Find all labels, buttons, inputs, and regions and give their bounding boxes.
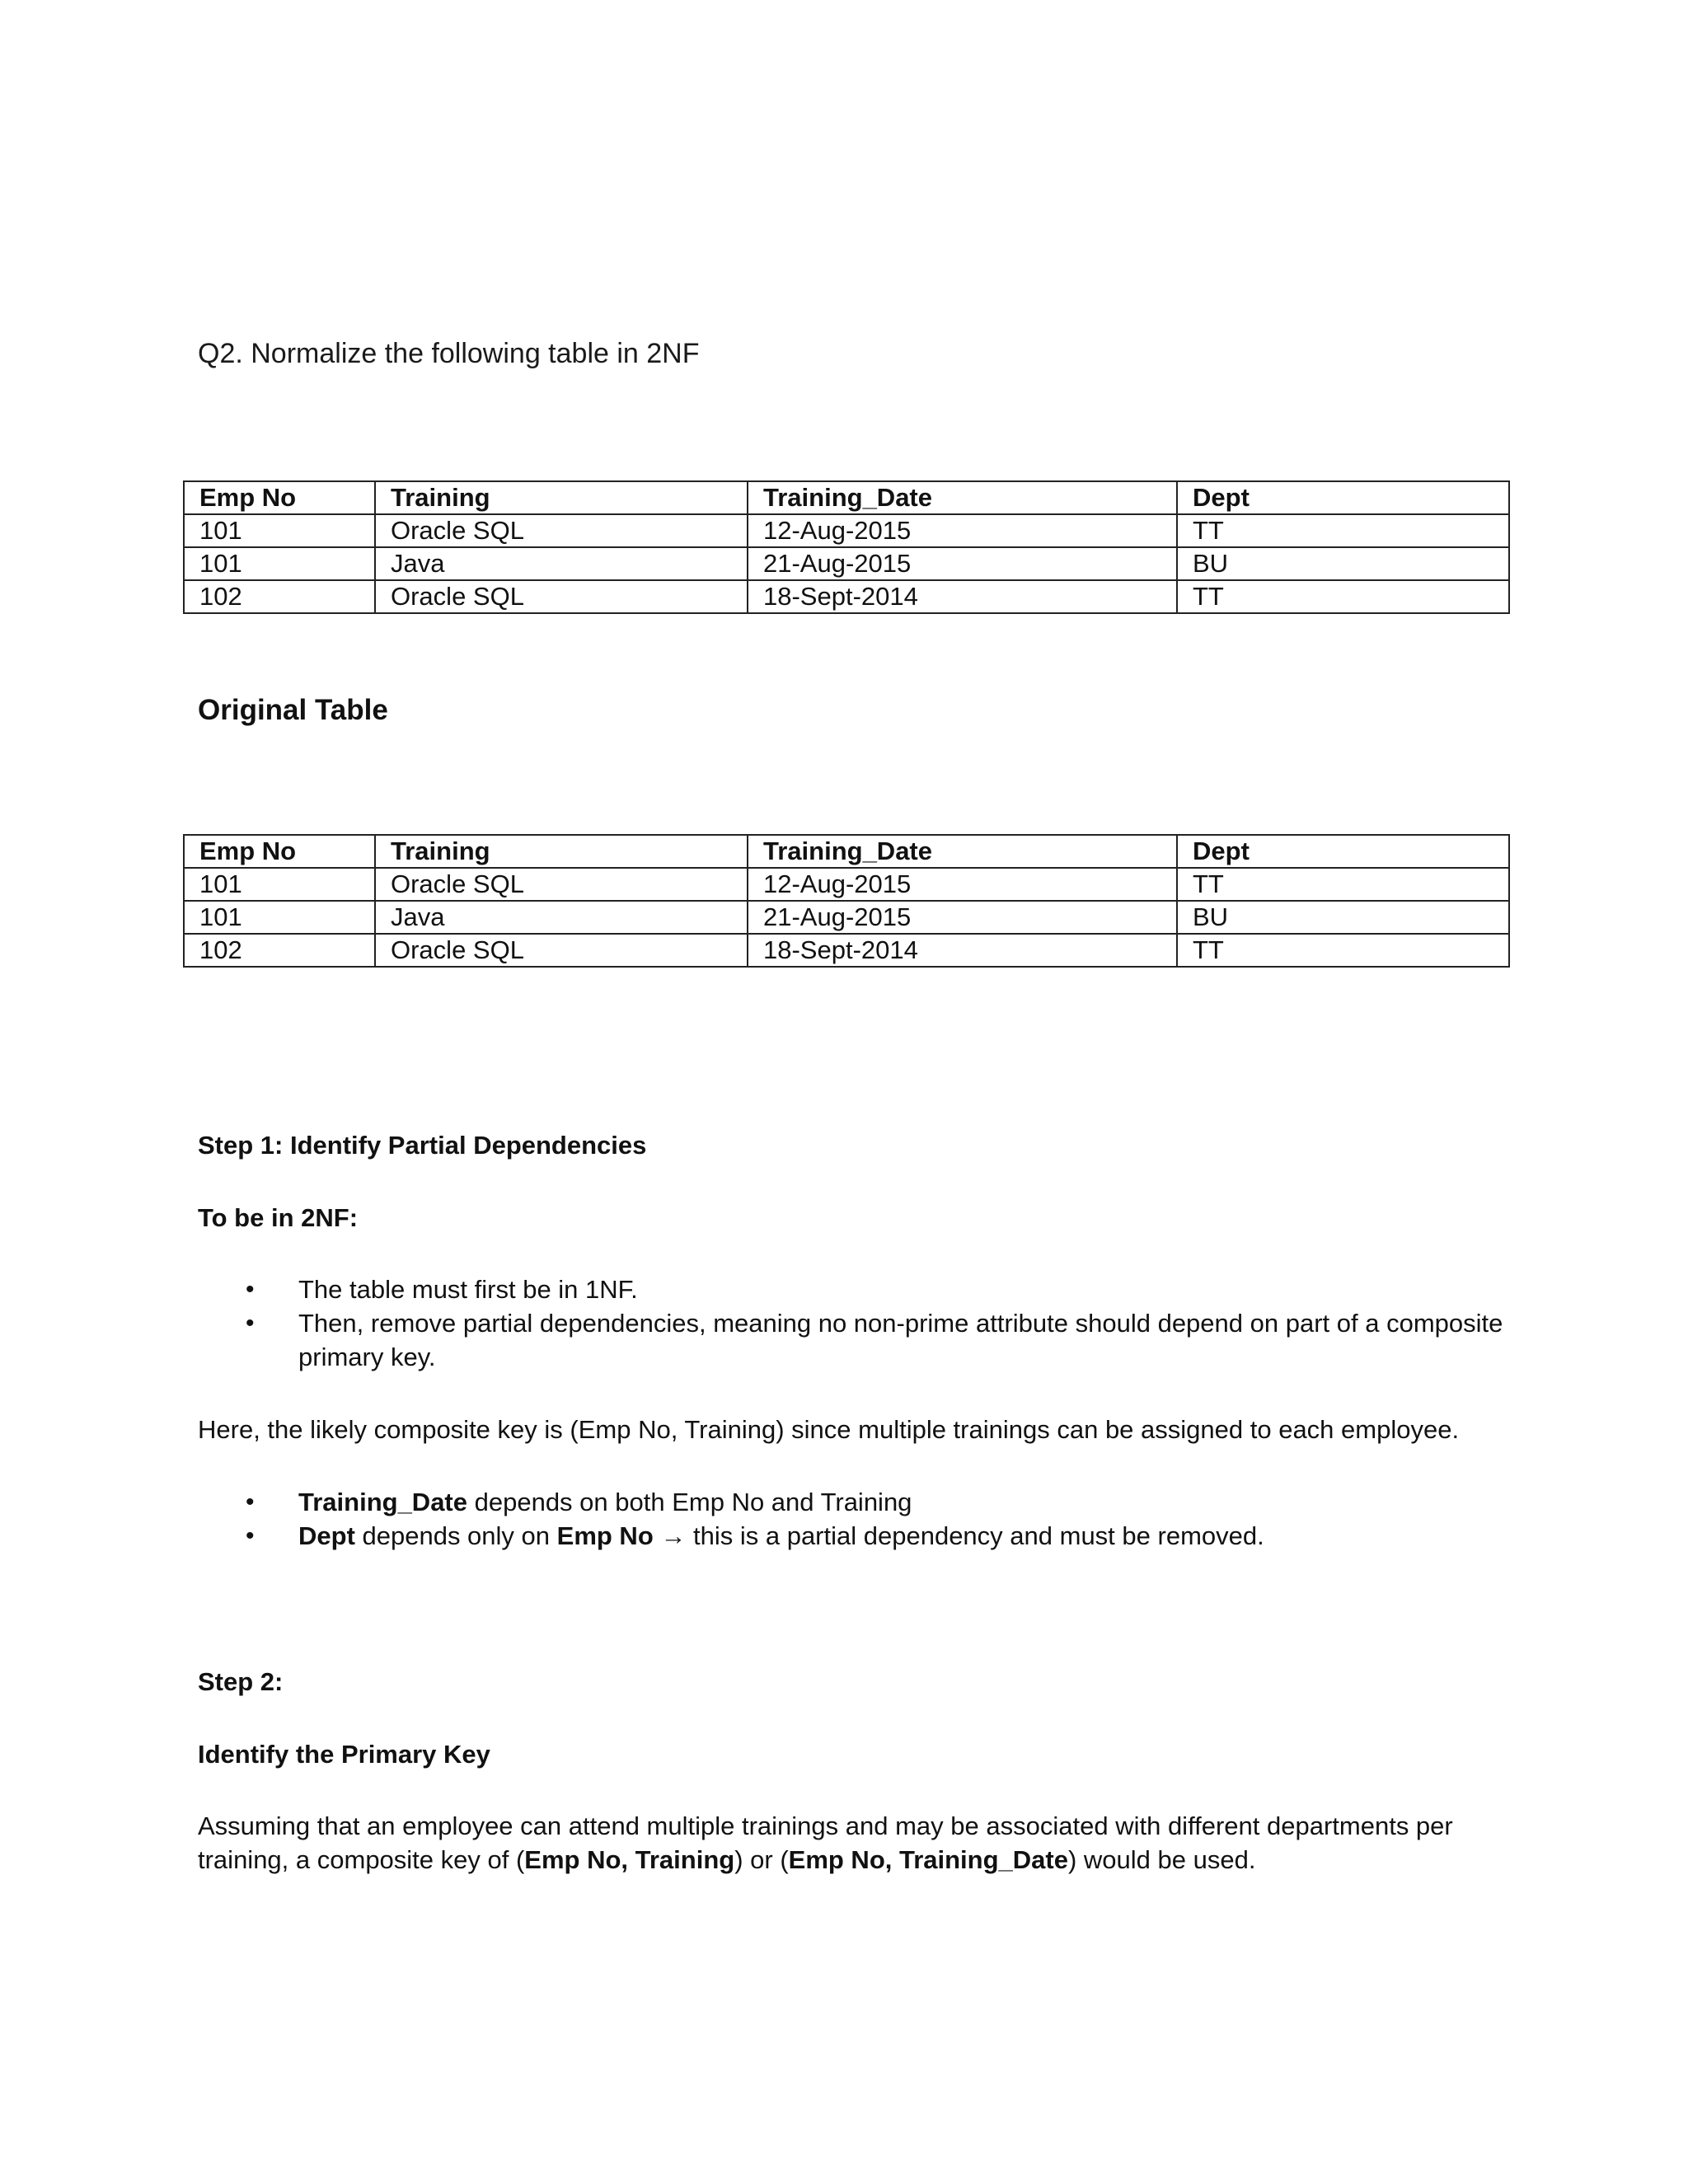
header-emp-no: Emp No (184, 835, 375, 868)
paragraph-text: Assuming that an employee can attend multiple trainings and may be associated with different departments per training, a composite key of ( (198, 1811, 1453, 1874)
dependency-text: → this is a partial dependency and must be removed. (653, 1521, 1264, 1550)
bullet-icon: • (246, 1310, 255, 1337)
cell-dept: TT (1177, 580, 1509, 613)
bullet-icon: • (246, 1488, 255, 1516)
dependency-text: depends only on (354, 1521, 557, 1550)
question-title: Q2. Normalize the following table in 2NF (198, 338, 700, 369)
list-item (198, 1485, 1523, 1519)
key-attribute: Emp No (556, 1521, 654, 1550)
cell-training-date: 12-Aug-2015 (748, 868, 1177, 901)
cell-emp-no: 101 (184, 514, 375, 547)
cell-training-date: 18-Sept-2014 (748, 934, 1177, 967)
original-data-table (183, 834, 1510, 968)
cell-dept: TT (1177, 514, 1509, 547)
list-item (198, 1306, 1523, 1374)
table-row (184, 580, 1509, 613)
bullet-icon: • (246, 1276, 255, 1303)
list-item (198, 1519, 1523, 1553)
cell-training: Oracle SQL (375, 514, 748, 547)
data-table (183, 480, 1510, 614)
header-training: Training (375, 481, 748, 514)
step2-subheading: Identify the Primary Key (198, 1740, 490, 1769)
attribute-name: Dept (298, 1521, 355, 1550)
list-item-text: The table must first be in 1NF. (298, 1275, 638, 1304)
header-dept: Dept (1177, 481, 1509, 514)
table-row (184, 868, 1509, 901)
cell-dept: BU (1177, 901, 1509, 934)
cell-training: Oracle SQL (375, 580, 748, 613)
primary-key-paragraph (198, 1809, 1523, 1877)
paragraph-text: ) would be used. (1067, 1845, 1256, 1874)
cell-training-date: 21-Aug-2015 (748, 547, 1177, 580)
cell-dept: TT (1177, 934, 1509, 967)
table-row (184, 934, 1509, 967)
bullet-icon: • (246, 1522, 255, 1549)
step2-heading: Step 2: (198, 1667, 284, 1696)
cell-training: Oracle SQL (375, 868, 748, 901)
cell-emp-no: 101 (184, 547, 375, 580)
requirements-list (198, 1272, 1523, 1374)
table-row (184, 547, 1509, 580)
header-training-date: Training_Date (748, 835, 1177, 868)
header-training: Training (375, 835, 748, 868)
paragraph-text: ) or ( (734, 1845, 789, 1874)
dependencies-list (198, 1485, 1523, 1553)
attribute-name: Training_Date (298, 1488, 467, 1516)
step1-heading: Step 1: Identify Partial Dependencies (198, 1131, 647, 1160)
cell-emp-no: 102 (184, 580, 375, 613)
step1-subheading: To be in 2NF: (198, 1203, 359, 1232)
table-header-row (184, 481, 1509, 514)
composite-key-paragraph: Here, the likely composite key is (Emp No, Training) since multiple trainings can be assigned to each employee. (198, 1415, 1460, 1444)
table-row (184, 514, 1509, 547)
cell-training-date: 12-Aug-2015 (748, 514, 1177, 547)
table-row (184, 901, 1509, 934)
cell-emp-no: 101 (184, 868, 375, 901)
header-emp-no: Emp No (184, 481, 375, 514)
cell-emp-no: 102 (184, 934, 375, 967)
cell-training: Java (375, 901, 748, 934)
list-item-text: Then, remove partial dependencies, meaning no non-prime attribute should depend on part of a composite primary key. (298, 1309, 1503, 1371)
header-dept: Dept (1177, 835, 1509, 868)
key-option-2: Emp No, Training_Date (788, 1845, 1068, 1874)
list-item (198, 1272, 1523, 1306)
cell-dept: BU (1177, 547, 1509, 580)
table-header-row (184, 835, 1509, 868)
cell-training: Java (375, 547, 748, 580)
cell-dept: TT (1177, 868, 1509, 901)
header-training-date: Training_Date (748, 481, 1177, 514)
dependency-text: depends on both Emp No and Training (467, 1488, 912, 1516)
cell-emp-no: 101 (184, 901, 375, 934)
key-option-1: Emp No, Training (524, 1845, 735, 1874)
cell-training-date: 18-Sept-2014 (748, 580, 1177, 613)
cell-training-date: 21-Aug-2015 (748, 901, 1177, 934)
cell-training: Oracle SQL (375, 934, 748, 967)
original-table-heading: Original Table (198, 694, 388, 726)
